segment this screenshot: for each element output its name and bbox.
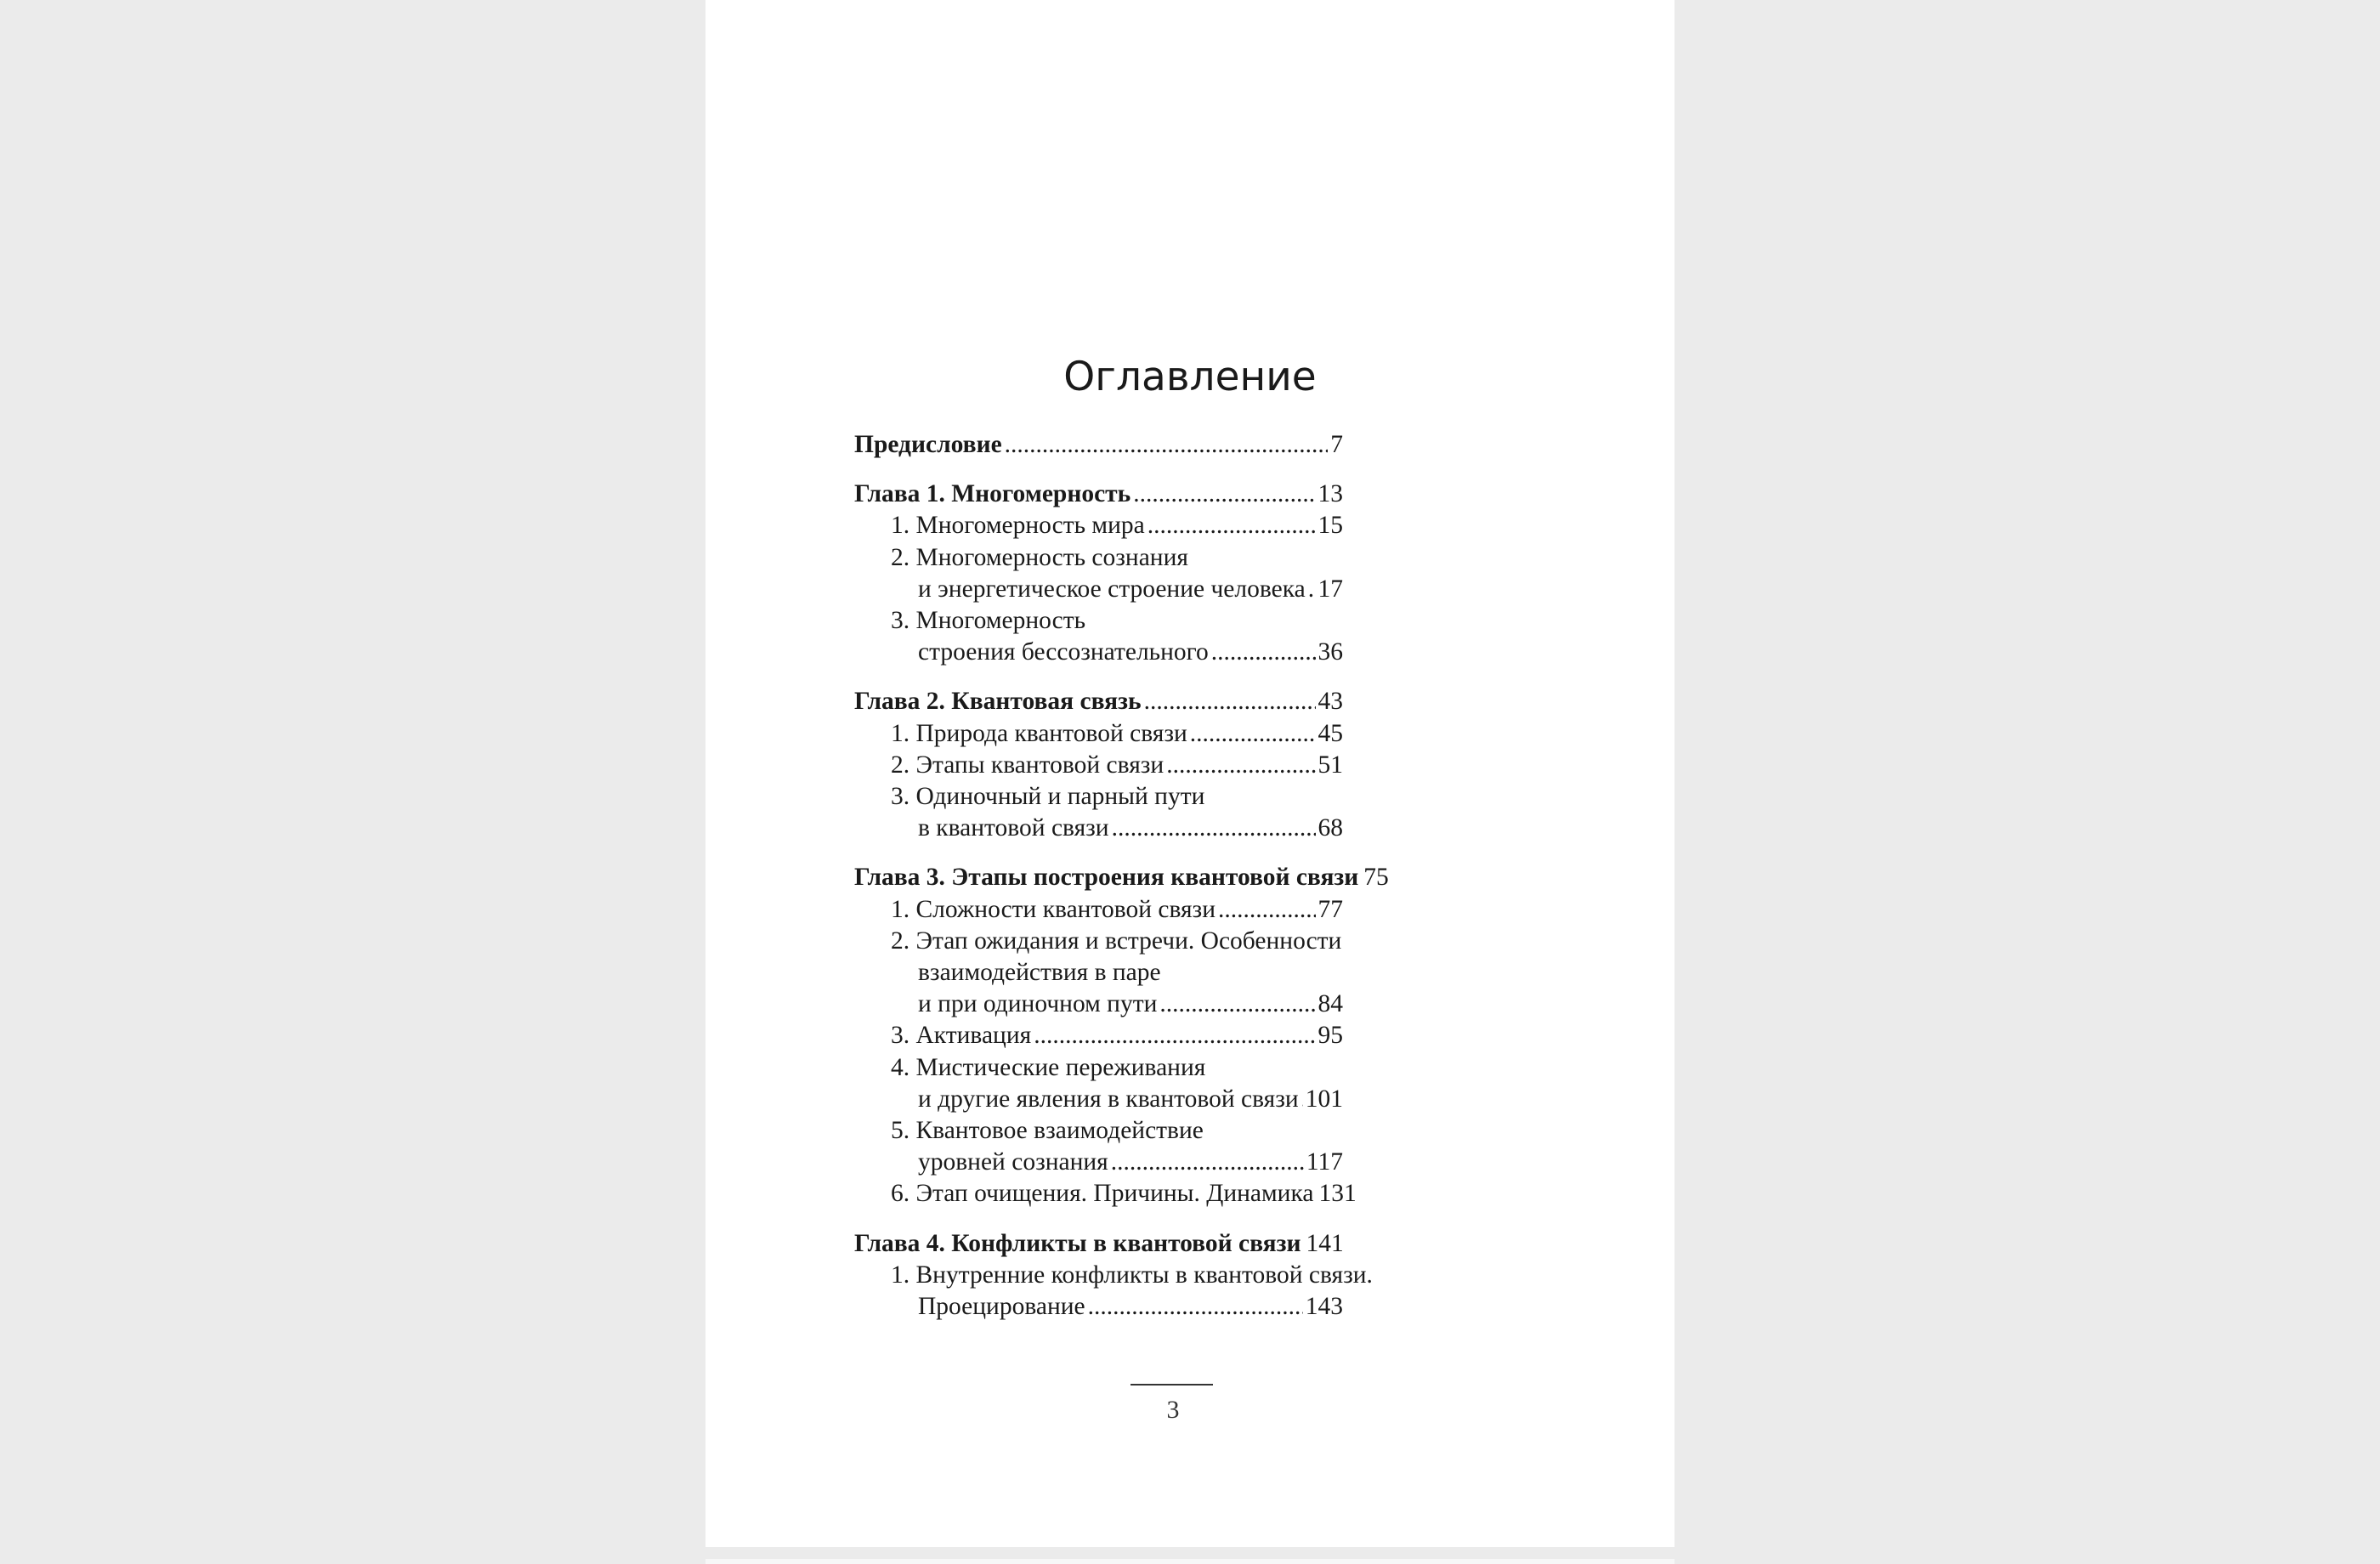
toc-page-number: 17 — [1318, 575, 1343, 603]
next-page-edge — [706, 1559, 1674, 1564]
toc-section-title: 1. Сложности квантовой связи — [891, 895, 1216, 923]
toc-page-number: 101 — [1305, 1085, 1343, 1113]
toc-page-number: 15 — [1318, 512, 1343, 540]
toc-page-number: 51 — [1318, 751, 1343, 779]
toc-chapter-group — [854, 1228, 1373, 1323]
toc-page-number: 36 — [1318, 638, 1343, 666]
toc-chapter-group — [854, 429, 1343, 461]
page-title: Оглавление — [1063, 354, 1317, 400]
toc-section-title: 3. Активация — [891, 1022, 1032, 1050]
toc-chapter-entry[interactable] — [854, 686, 1343, 717]
toc-section-entry[interactable] — [854, 510, 1343, 541]
toc-section-title: и при одиночном пути — [918, 990, 1158, 1018]
toc-section-entry[interactable] — [854, 926, 1343, 1021]
footer-divider — [1130, 1384, 1213, 1386]
dot-leader — [1166, 750, 1315, 781]
dot-leader — [1088, 1291, 1303, 1323]
dot-leader — [1112, 813, 1316, 844]
dot-leader — [1144, 686, 1316, 717]
document-page — [706, 0, 1674, 1547]
toc-section-title: в квантовой связи — [918, 814, 1109, 842]
toc-section-title: Проецирование — [918, 1293, 1085, 1321]
dot-leader — [1211, 637, 1316, 668]
toc-chapter-title: Глава 2. Квантовая связь — [854, 688, 1142, 716]
toc-page-number: 143 — [1305, 1293, 1343, 1321]
toc-section-title: взаимодействия в паре — [918, 959, 1161, 987]
toc-section-entry[interactable] — [854, 605, 1343, 668]
toc-section-title: строения бессознательного — [918, 638, 1209, 666]
toc-page-number: 43 — [1318, 688, 1343, 716]
toc-page-number: 117 — [1306, 1148, 1343, 1176]
toc-section-entry[interactable] — [854, 718, 1343, 750]
toc-page-number: 75 — [1363, 864, 1389, 892]
toc-chapter-entry[interactable] — [854, 479, 1343, 510]
page-number: 3 — [1166, 1396, 1180, 1424]
toc-chapter-group — [854, 862, 1389, 1210]
dot-leader — [1218, 894, 1315, 926]
toc-page-number: 13 — [1318, 480, 1343, 508]
toc-section-title: 1. Внутренние конфликты в квантовой связи. — [891, 1261, 1373, 1289]
toc-section-title: уровней сознания — [918, 1148, 1108, 1176]
toc-section-entry[interactable] — [854, 542, 1343, 605]
toc-section-title: 2. Многомерность сознания — [891, 543, 1188, 571]
toc-section-title: 1. Природа квантовой связи — [891, 719, 1187, 747]
dot-leader — [1159, 989, 1315, 1020]
toc-section-title: 4. Мистические переживания — [891, 1053, 1206, 1081]
toc-section-entry[interactable] — [854, 1260, 1373, 1323]
toc-section-entry[interactable] — [854, 1115, 1343, 1178]
dot-leader — [1148, 510, 1316, 541]
toc-section-entry[interactable] — [854, 894, 1343, 926]
toc-page-number: 77 — [1318, 895, 1343, 923]
toc-page-number: 131 — [1318, 1180, 1357, 1208]
toc-page-number: 141 — [1306, 1229, 1344, 1257]
toc-chapter-title: Глава 1. Многомерность — [854, 480, 1131, 508]
toc-section-entry[interactable] — [854, 1020, 1343, 1051]
table-of-contents — [854, 429, 1389, 1340]
toc-page-number: 95 — [1318, 1022, 1343, 1050]
toc-section-title: 6. Этап очищения. Причины. Динамика — [891, 1180, 1314, 1208]
toc-section-entry[interactable] — [854, 1178, 1357, 1210]
dot-leader — [1301, 1084, 1303, 1115]
toc-chapter-entry[interactable] — [854, 1228, 1343, 1260]
toc-chapter-entry[interactable] — [854, 862, 1389, 893]
toc-chapter-group — [854, 686, 1343, 844]
toc-section-title: 1. Многомерность мира — [891, 512, 1145, 540]
toc-chapter-group — [854, 479, 1343, 668]
toc-section-title: 5. Квантовое взаимодействие — [891, 1117, 1204, 1145]
toc-section-entry[interactable] — [854, 1052, 1343, 1115]
dot-leader — [1005, 429, 1329, 461]
toc-section-title: и другие явления в квантовой связи — [918, 1085, 1299, 1113]
toc-chapter-title: Глава 4. Конфликты в квантовой связи — [854, 1229, 1301, 1257]
dot-leader — [1133, 479, 1315, 510]
toc-section-title: 2. Этапы квантовой связи — [891, 751, 1164, 779]
dot-leader — [1034, 1020, 1315, 1051]
dot-leader — [1190, 718, 1316, 750]
toc-chapter-title: Глава 3. Этапы построения квантовой связи — [854, 864, 1359, 892]
dot-leader — [1111, 1147, 1304, 1178]
dot-leader — [1308, 574, 1316, 605]
toc-section-title: 3. Многомерность — [891, 607, 1086, 635]
toc-page-number: 84 — [1318, 990, 1343, 1018]
toc-chapter-entry[interactable] — [854, 429, 1343, 461]
toc-page-number: 68 — [1318, 814, 1343, 842]
toc-section-title: 2. Этап ожидания и встречи. Особенности — [891, 926, 1342, 955]
toc-section-title: 3. Одиночный и парный пути — [891, 783, 1205, 811]
toc-page-number: 45 — [1318, 719, 1343, 747]
toc-section-title: и энергетическое строение человека — [918, 575, 1306, 603]
toc-chapter-title: Предисловие — [854, 431, 1002, 458]
toc-section-entry[interactable] — [854, 781, 1343, 844]
toc-section-entry[interactable] — [854, 750, 1343, 781]
toc-page-number: 7 — [1330, 431, 1343, 458]
